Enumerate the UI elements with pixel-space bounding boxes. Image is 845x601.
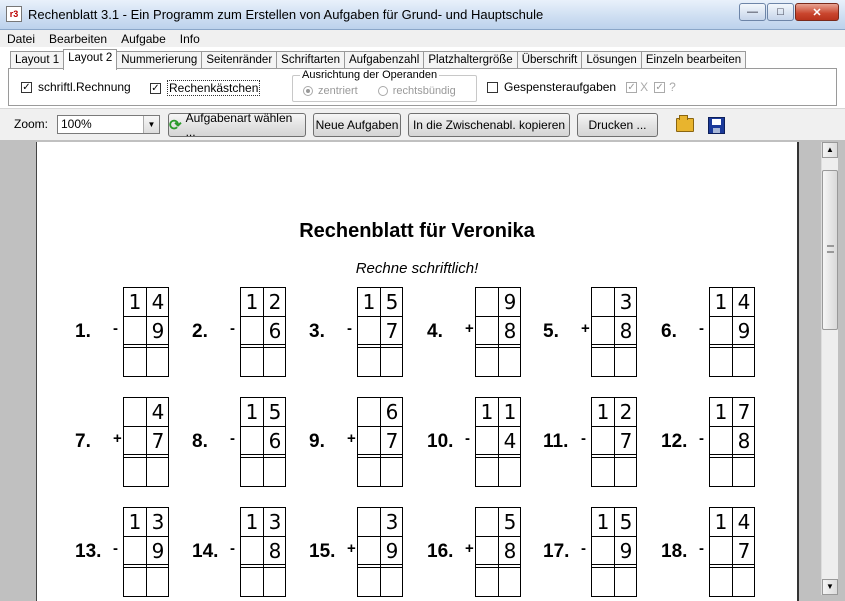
- scroll-down-button[interactable]: [822, 579, 838, 595]
- operator-sign: -: [581, 430, 586, 447]
- problem-item: [659, 397, 776, 487]
- grid-line: [592, 316, 636, 317]
- tab-schriftarten[interactable]: Schriftarten: [276, 51, 345, 70]
- digit-cell: 9: [503, 290, 517, 314]
- problem-number: 2.: [192, 321, 208, 342]
- digit-cell: [124, 428, 146, 454]
- window-title: Rechenblatt 3.1 - Ein Programm zum Erstellen von Aufgaben für Grund- und Hauptschule: [28, 7, 544, 22]
- digit-cell: 8: [268, 539, 282, 563]
- problem-item: [190, 287, 307, 377]
- ausrichtung-legend: Ausrichtung der Operanden: [302, 69, 438, 81]
- digit-cell: [476, 538, 498, 564]
- gespenster-q-label: ?: [669, 80, 676, 94]
- grid-line: [124, 344, 168, 348]
- problem-item: [541, 287, 658, 377]
- document-area: [0, 140, 845, 601]
- gespenster-x-checkbox[interactable]: ✓: [627, 81, 636, 93]
- digit-cell: [710, 428, 732, 454]
- folder-open-icon: [676, 118, 694, 132]
- operator-sign: +: [581, 320, 590, 337]
- problem-number: 5.: [543, 321, 559, 342]
- digit-cell: 9: [619, 539, 633, 563]
- tab-aufgabenzahl[interactable]: Aufgabenzahl: [344, 51, 424, 70]
- digit-cell: 4: [503, 429, 517, 453]
- grid-line: [710, 536, 754, 537]
- aufgabenart-label: Aufgabenart wählen ...: [185, 111, 293, 139]
- digit-cell: 1: [245, 510, 259, 534]
- digit-cell: 4: [151, 290, 165, 314]
- problem-number: 10.: [427, 431, 454, 452]
- calc-grid: [591, 397, 637, 487]
- digit-cell: 7: [385, 319, 399, 343]
- digit-cell: 1: [714, 400, 728, 424]
- calc-grid: [123, 397, 169, 487]
- grid-line: [710, 426, 754, 427]
- digit-cell: 1: [128, 290, 142, 314]
- problem-number: 12.: [661, 431, 688, 452]
- digit-cell: [476, 289, 498, 315]
- digit-cell: [358, 318, 380, 344]
- tab-einzeln-bearbeiten[interactable]: Einzeln bearbeiten: [641, 51, 746, 70]
- digit-cell: [476, 318, 498, 344]
- problem-item: [190, 397, 307, 487]
- menu-info[interactable]: Info: [179, 31, 200, 46]
- operator-sign: +: [347, 540, 356, 557]
- rechenkaestchen-option[interactable]: [150, 80, 260, 96]
- chevron-down-icon: ▼: [826, 582, 834, 591]
- digit-cell: 7: [737, 539, 751, 563]
- digit-cell: 1: [503, 400, 517, 424]
- zoom-select[interactable]: [57, 115, 160, 134]
- digit-cell: 2: [619, 400, 633, 424]
- maximize-icon: □: [777, 6, 784, 18]
- operator-sign: +: [465, 540, 474, 557]
- digit-cell: 1: [480, 400, 494, 424]
- grid-line: [592, 344, 636, 348]
- sheet-subtitle: Rechne schriftlich!: [355, 260, 479, 277]
- calc-grid: [357, 287, 403, 377]
- grid-line: [710, 564, 754, 568]
- digit-cell: 1: [128, 510, 142, 534]
- calc-grid: [123, 287, 169, 377]
- digit-cell: [592, 428, 614, 454]
- digit-cell: [358, 428, 380, 454]
- neue-aufgaben-label: Neue Aufgaben: [315, 118, 399, 132]
- digit-cell: 7: [385, 429, 399, 453]
- digit-cell: [358, 509, 380, 535]
- grid-line: [476, 564, 520, 568]
- grid-line: [476, 454, 520, 458]
- zoom-label: Zoom:: [14, 117, 49, 131]
- grid-line: [358, 344, 402, 348]
- operator-sign: -: [699, 540, 704, 557]
- operator-sign: -: [347, 320, 352, 337]
- digit-cell: 3: [619, 290, 633, 314]
- refresh-icon: ⟳: [169, 117, 182, 134]
- operator-sign: -: [230, 540, 235, 557]
- grid-line: [358, 536, 402, 537]
- digit-cell: [241, 428, 263, 454]
- digit-cell: 4: [737, 290, 751, 314]
- layout-2-panel: [8, 68, 837, 106]
- digit-cell: 1: [245, 290, 259, 314]
- digit-cell: 8: [503, 319, 517, 343]
- digit-cell: 4: [151, 400, 165, 424]
- digit-cell: 9: [737, 319, 751, 343]
- digit-cell: 7: [737, 400, 751, 424]
- digit-cell: 1: [714, 510, 728, 534]
- sheet-title: Rechenblatt für Veronika: [299, 220, 535, 242]
- scroll-thumb[interactable]: [822, 170, 838, 330]
- problem-item: [307, 397, 424, 487]
- radio-selected-icon: [303, 86, 313, 96]
- digit-cell: 5: [385, 290, 399, 314]
- digit-cell: [592, 289, 614, 315]
- problem-number: 8.: [192, 431, 208, 452]
- grid-line: [592, 426, 636, 427]
- problem-number: 7.: [75, 431, 91, 452]
- problem-number: 11.: [543, 431, 569, 452]
- grid-line: [241, 316, 285, 317]
- digit-cell: 5: [619, 510, 633, 534]
- problem-number: 9.: [309, 431, 325, 452]
- grid-line: [241, 564, 285, 568]
- calc-grid: [475, 287, 521, 377]
- operator-sign: -: [465, 430, 470, 447]
- problem-number: 16.: [427, 541, 454, 562]
- problem-item: [73, 507, 190, 597]
- digit-cell: 9: [385, 539, 399, 563]
- digit-cell: 5: [503, 510, 517, 534]
- digit-cell: 7: [151, 429, 165, 453]
- grid-line: [476, 344, 520, 348]
- digit-cell: [241, 318, 263, 344]
- operator-sign: -: [699, 320, 704, 337]
- schriftl-rechnung-label: schriftl.Rechnung: [38, 80, 131, 94]
- tab-loesungen[interactable]: Lösungen: [581, 51, 642, 70]
- tab-layout-2[interactable]: Layout 2: [63, 49, 117, 70]
- digit-cell: 3: [151, 510, 165, 534]
- problem-item: [659, 507, 776, 597]
- menu-bar: [0, 30, 845, 47]
- operator-sign: -: [230, 430, 235, 447]
- gespenster-option[interactable]: [487, 80, 676, 94]
- digit-cell: 1: [245, 400, 259, 424]
- problem-number: 4.: [427, 321, 443, 342]
- operator-sign: +: [113, 430, 122, 447]
- grid-line: [592, 536, 636, 537]
- problem-number: 13.: [75, 541, 102, 562]
- digit-cell: 1: [596, 510, 610, 534]
- digit-cell: [124, 318, 146, 344]
- problem-item: [73, 397, 190, 487]
- grid-line: [476, 536, 520, 537]
- calc-grid: [709, 507, 755, 597]
- problem-number: 18.: [661, 541, 688, 562]
- grid-line: [241, 454, 285, 458]
- problem-item: [307, 287, 424, 377]
- zoom-value: 100%: [61, 117, 92, 131]
- grid-line: [592, 564, 636, 568]
- grid-line: [358, 316, 402, 317]
- radio-empty-icon: [378, 86, 388, 96]
- calc-grid: [240, 287, 286, 377]
- grid-line: [710, 454, 754, 458]
- tab-layout-1[interactable]: Layout 1: [10, 51, 64, 70]
- digit-cell: 8: [503, 539, 517, 563]
- operator-sign: -: [230, 320, 235, 337]
- maximize-button[interactable]: [767, 3, 794, 21]
- menu-bearbeiten[interactable]: Bearbeiten: [49, 31, 108, 46]
- calc-grid: [240, 507, 286, 597]
- digit-cell: [476, 428, 498, 454]
- tab-ueberschrift[interactable]: Überschrift: [517, 51, 583, 70]
- problem-number: 17.: [543, 541, 570, 562]
- operator-sign: +: [347, 430, 356, 447]
- grid-line: [241, 536, 285, 537]
- digit-cell: 8: [737, 429, 751, 453]
- chevron-up-icon: ▲: [826, 145, 834, 154]
- operator-sign: -: [581, 540, 586, 557]
- digit-cell: [710, 318, 732, 344]
- menu-datei[interactable]: Datei: [7, 31, 36, 46]
- title-bar: [0, 0, 845, 30]
- problem-number: 1.: [75, 321, 91, 342]
- operator-sign: +: [465, 320, 474, 337]
- digit-cell: 3: [268, 510, 282, 534]
- digit-cell: 4: [737, 510, 751, 534]
- digit-cell: 1: [714, 290, 728, 314]
- digit-cell: 3: [385, 510, 399, 534]
- tab-platzhaltergroesse[interactable]: Platzhaltergröße: [423, 51, 517, 70]
- calc-grid: [357, 397, 403, 487]
- save-button[interactable]: [705, 115, 727, 135]
- close-icon: ✕: [812, 6, 822, 19]
- gespenster-q-checkbox[interactable]: ✓: [655, 81, 664, 93]
- problem-item: [307, 507, 424, 597]
- grid-line: [358, 564, 402, 568]
- digit-cell: [358, 538, 380, 564]
- app-icon: r3: [6, 6, 22, 22]
- minimize-button[interactable]: [739, 3, 766, 21]
- gespenster-checkbox[interactable]: [487, 82, 498, 93]
- schriftl-rechnung-option[interactable]: [21, 80, 131, 94]
- digit-cell: 7: [619, 429, 633, 453]
- grid-line: [476, 316, 520, 317]
- window-controls: [739, 3, 839, 21]
- grid-line: [358, 454, 402, 458]
- digit-cell: 9: [151, 539, 165, 563]
- radio-rechtsbuendig-label: rechtsbündig: [392, 85, 456, 97]
- grid-line: [241, 344, 285, 348]
- aufgabenart-button[interactable]: [168, 113, 306, 137]
- minimize-icon: —: [747, 6, 758, 18]
- ausrichtung-group: [292, 69, 477, 102]
- drucken-button[interactable]: [577, 113, 658, 137]
- toolbar: [0, 108, 845, 140]
- grid-line: [124, 536, 168, 537]
- digit-cell: 5: [268, 400, 282, 424]
- settings-tabs: [10, 49, 745, 69]
- drucken-label: Drucken ...: [588, 118, 647, 132]
- calc-grid: [709, 397, 755, 487]
- digit-cell: [124, 538, 146, 564]
- grid-line: [710, 316, 754, 317]
- radio-zentriert-label: zentriert: [318, 85, 358, 97]
- rechenkaestchen-label: Rechenkästchen: [169, 81, 259, 95]
- digit-cell: [241, 538, 263, 564]
- grid-line: [124, 316, 168, 317]
- problem-number: 14.: [192, 541, 219, 562]
- operator-sign: -: [699, 430, 704, 447]
- problem-number: 15.: [309, 541, 336, 562]
- calc-grid: [709, 287, 755, 377]
- clipboard-label: In die Zwischenabl. kopieren: [412, 118, 566, 132]
- digit-cell: [124, 399, 146, 425]
- operator-sign: -: [113, 540, 118, 557]
- digit-cell: [592, 538, 614, 564]
- radio-zentriert[interactable]: [303, 85, 358, 97]
- neue-aufgaben-button[interactable]: [313, 113, 401, 137]
- schriftl-rechnung-checkbox[interactable]: ✓: [22, 81, 31, 93]
- problem-number: 3.: [309, 321, 325, 342]
- floppy-save-icon: [708, 117, 725, 134]
- problem-item: [190, 507, 307, 597]
- calc-grid: [475, 397, 521, 487]
- grid-line: [124, 564, 168, 568]
- problem-item: [425, 397, 542, 487]
- digit-cell: 8: [619, 319, 633, 343]
- open-button[interactable]: [674, 115, 696, 135]
- close-button[interactable]: [795, 3, 839, 21]
- calc-grid: [357, 507, 403, 597]
- operator-sign: -: [113, 320, 118, 337]
- grid-line: [124, 454, 168, 458]
- menu-aufgabe[interactable]: Aufgabe: [121, 31, 166, 46]
- calc-grid: [591, 287, 637, 377]
- digit-cell: 1: [596, 400, 610, 424]
- problem-item: [541, 507, 658, 597]
- grid-line: [358, 426, 402, 427]
- problem-item: [425, 287, 542, 377]
- gespenster-label: Gespensteraufgaben: [504, 80, 617, 94]
- problem-item: [73, 287, 190, 377]
- tab-nummerierung[interactable]: Nummerierung: [116, 51, 202, 70]
- grid-line: [592, 454, 636, 458]
- digit-cell: 6: [268, 319, 282, 343]
- worksheet-page: [36, 142, 799, 601]
- problem-number: 6.: [661, 321, 677, 342]
- radio-rechtsbuendig[interactable]: [378, 85, 456, 97]
- rechenkaestchen-checkbox[interactable]: ✓: [151, 82, 160, 94]
- calc-grid: [591, 507, 637, 597]
- calc-grid: [475, 507, 521, 597]
- digit-cell: [358, 399, 380, 425]
- digit-cell: [592, 318, 614, 344]
- digit-cell: 1: [362, 290, 376, 314]
- scroll-up-button[interactable]: [822, 142, 838, 158]
- grid-line: [710, 344, 754, 348]
- tab-seitenraender[interactable]: Seitenränder: [201, 51, 277, 70]
- problem-item: [425, 507, 542, 597]
- digit-cell: [710, 538, 732, 564]
- clipboard-button[interactable]: [408, 113, 570, 137]
- chevron-down-icon[interactable]: ▼: [143, 116, 159, 133]
- vertical-scrollbar[interactable]: [821, 142, 838, 595]
- calc-grid: [240, 397, 286, 487]
- grid-line: [476, 426, 520, 427]
- problem-item: [541, 397, 658, 487]
- problem-item: [659, 287, 776, 377]
- digit-cell: 2: [268, 290, 282, 314]
- calc-grid: [123, 507, 169, 597]
- digit-cell: 9: [151, 319, 165, 343]
- digit-cell: [476, 509, 498, 535]
- gespenster-x-label: X: [640, 80, 649, 94]
- grid-line: [241, 426, 285, 427]
- digit-cell: 6: [385, 400, 399, 424]
- grid-line: [124, 426, 168, 427]
- digit-cell: 6: [268, 429, 282, 453]
- grip-icon: [827, 245, 834, 253]
